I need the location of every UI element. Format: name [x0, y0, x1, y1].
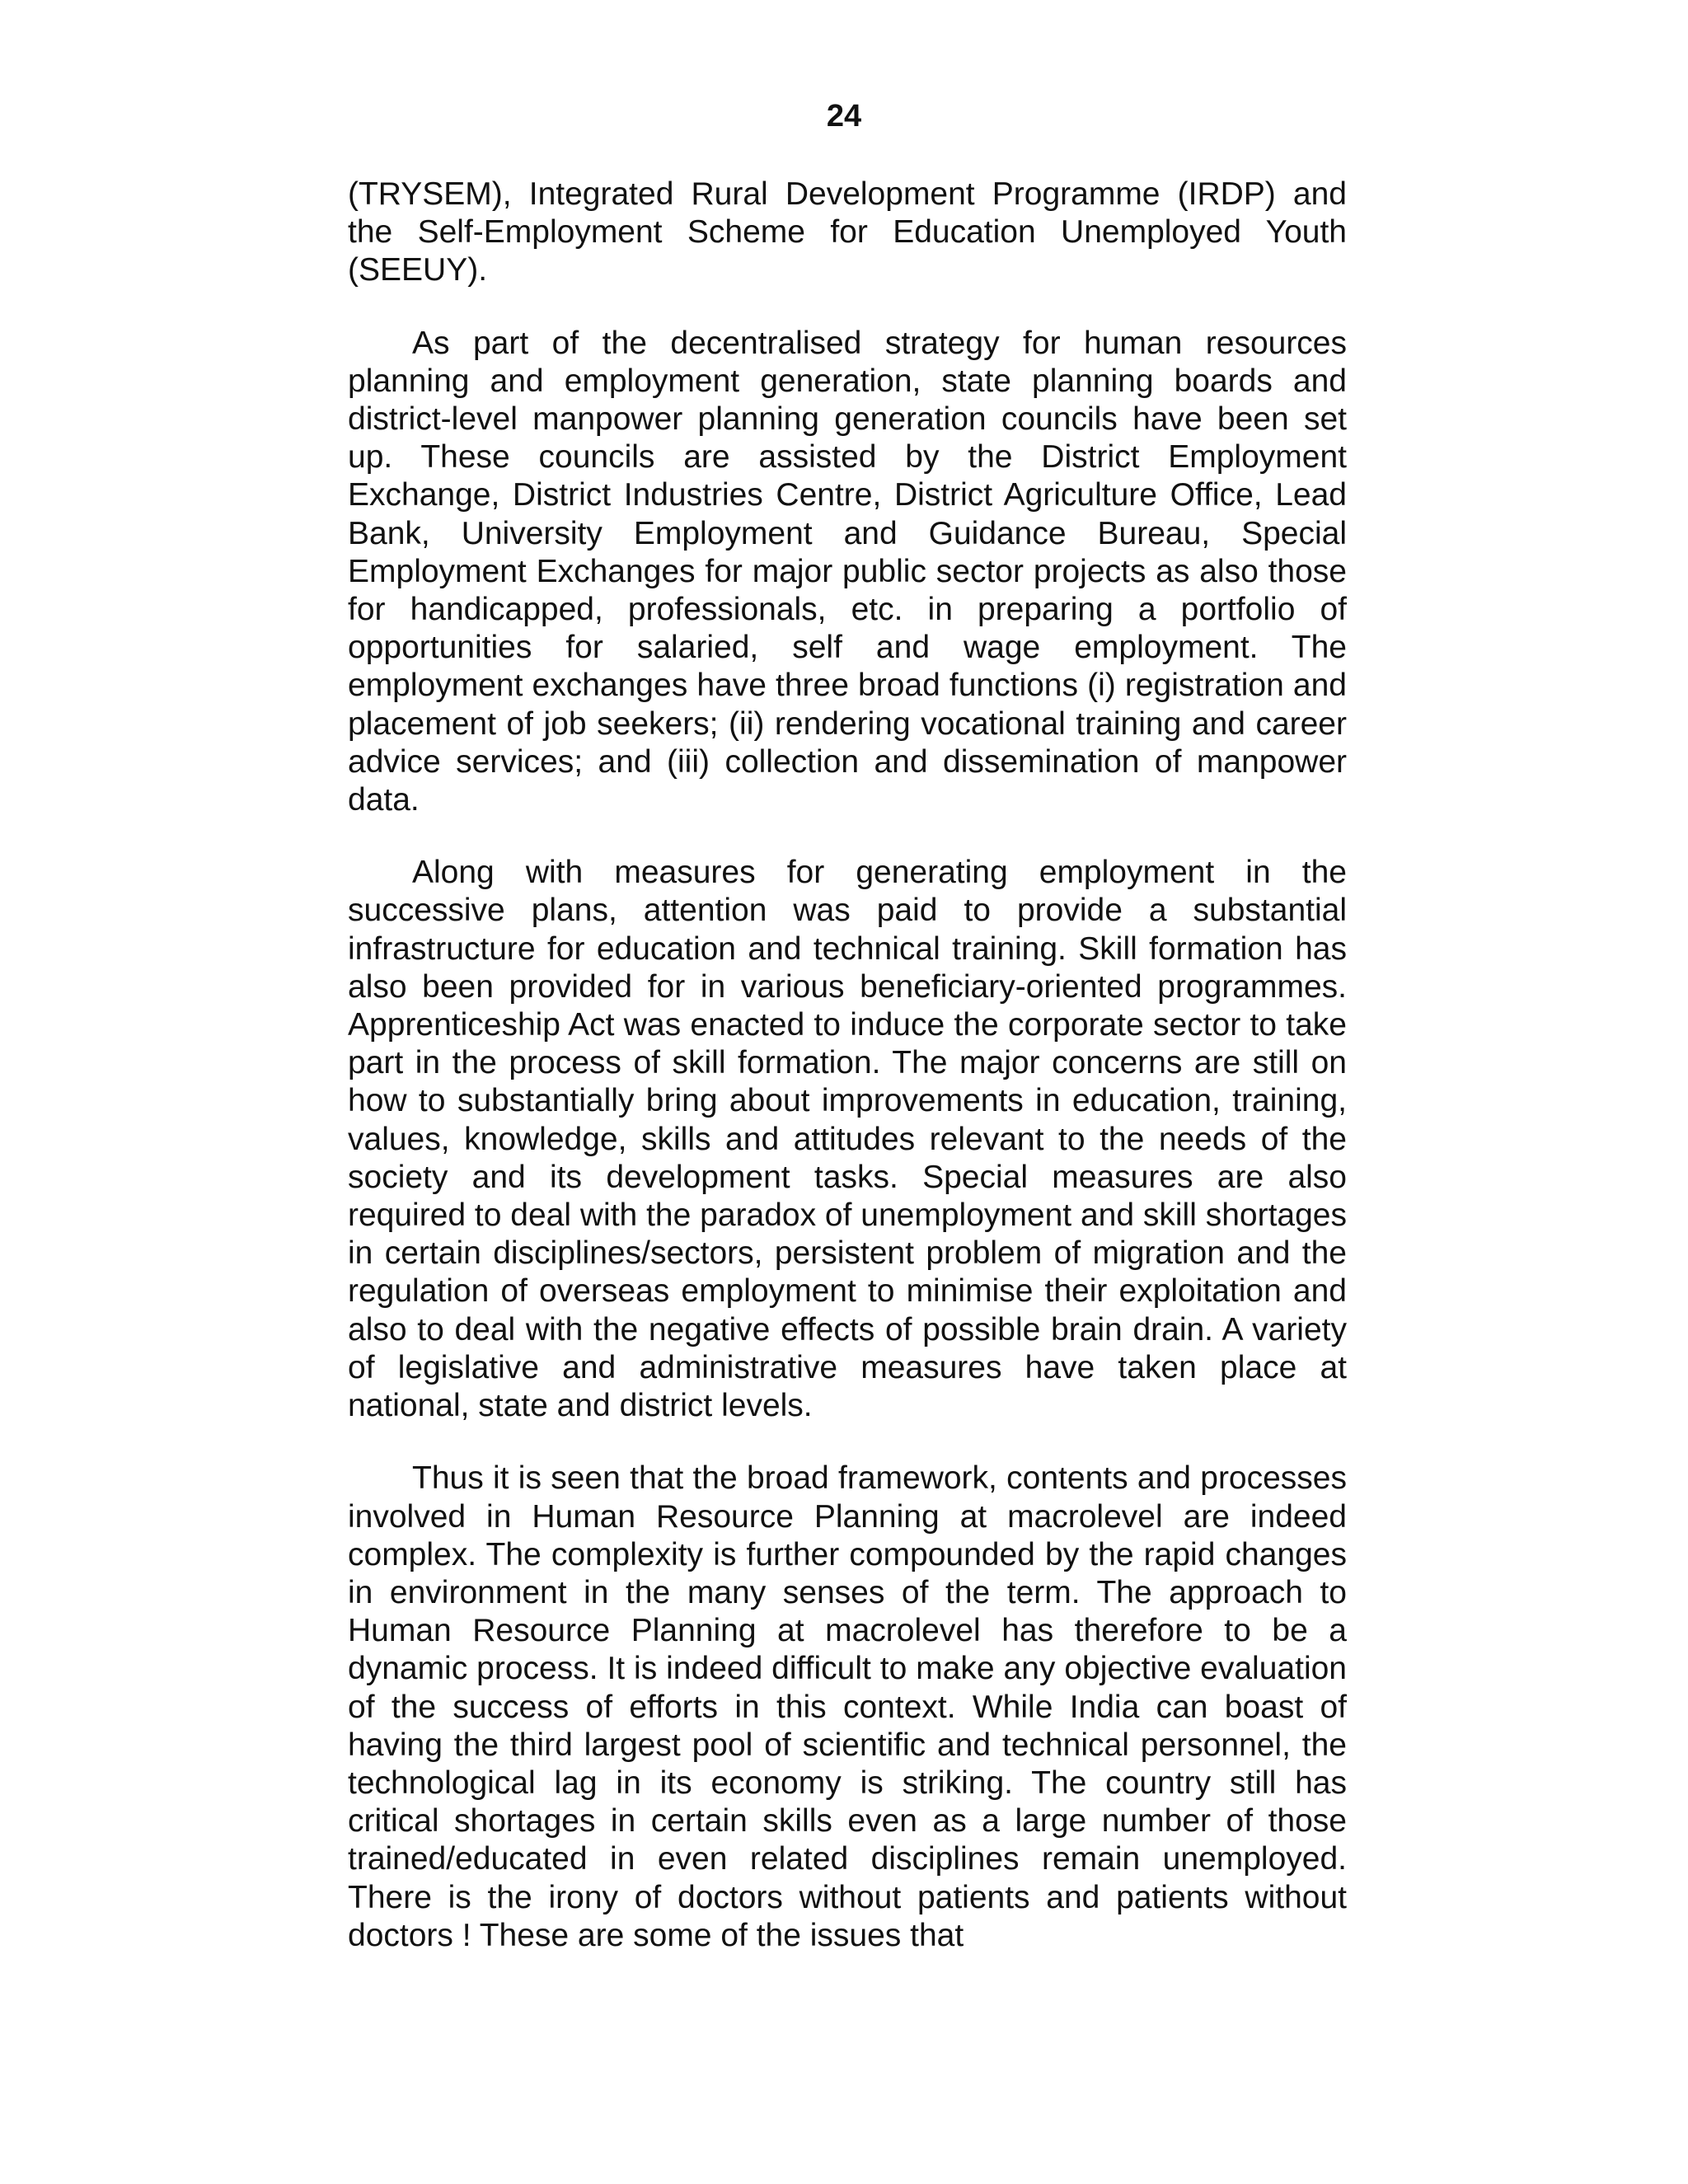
paragraph-skill-formation: Along with measures for generating employment in the successive plans, attention was paid to provide a substantial infrastructure for education and technical training. Skill formation has also been provided for in various beneficiary-oriented programmes. Apprenticeship Act was enacted to induce the corporate sector to take part in the process of skill formation. The major concerns are still on how to substantially bring about improvements in education, training, values, knowledge, skills and attitudes relevant to the needs of the society and its development tasks. Special measures are also required to deal with the paradox of unemployment and skill shortages in certain disciplines/sectors, persistent problem of migration and the regulation of overseas employment to minimise their exploitation and also to deal with the negative effects of possible brain drain. A variety of legislative and administrative measures have taken place at national, state and district levels. — [348, 855, 1347, 1424]
body-text — [348, 176, 1347, 1990]
page-number: 24 — [826, 99, 862, 134]
paragraph-continuation: (TRYSEM), Integrated Rural Development Programme (IRDP) and the Self-Employment Scheme for Education Unemployed Youth (SEEUY). — [348, 176, 1347, 288]
paragraph-decentralised-strategy: As part of the decentralised strategy for human resources planning and employment generation, state planning boards and district-level manpower planning generation councils have been set up. These councils are assisted by the District Employment Exchange, District Industries Centre, District Agriculture Office, Lead Bank, University Employment and Guidance Bureau, Special Employment Exchanges for major public sector projects as also those for handicapped, professionals, etc. in preparing a portfolio of opportunities for salaried, self and wage employment. The employment exchanges have three broad functions (i) registration and placement of job seekers; (ii) rendering vocational training and career advice services; and (iii) collection and dissemination of manpower data. — [348, 325, 1347, 818]
paragraph-hrp-complexity: Thus it is seen that the broad framework, contents and processes involved in Human Resource Planning at macrolevel are indeed complex. The complexity is further compounded by the rapid changes in environment in the many senses of the term. The approach to Human Resource Planning at macrolevel has therefore to be a dynamic process. It is indeed difficult to make any objective evaluation of the success of efforts in this context. While India can boast of having the third largest pool of scientific and technical personnel, the technological lag in its economy is striking. The country still has critical shortages in certain skills even as a large number of those trained/educated in even related disciplines remain unemployed. There is the irony of doctors without patients and patients without doctors ! These are some of the issues that — [348, 1460, 1347, 1953]
